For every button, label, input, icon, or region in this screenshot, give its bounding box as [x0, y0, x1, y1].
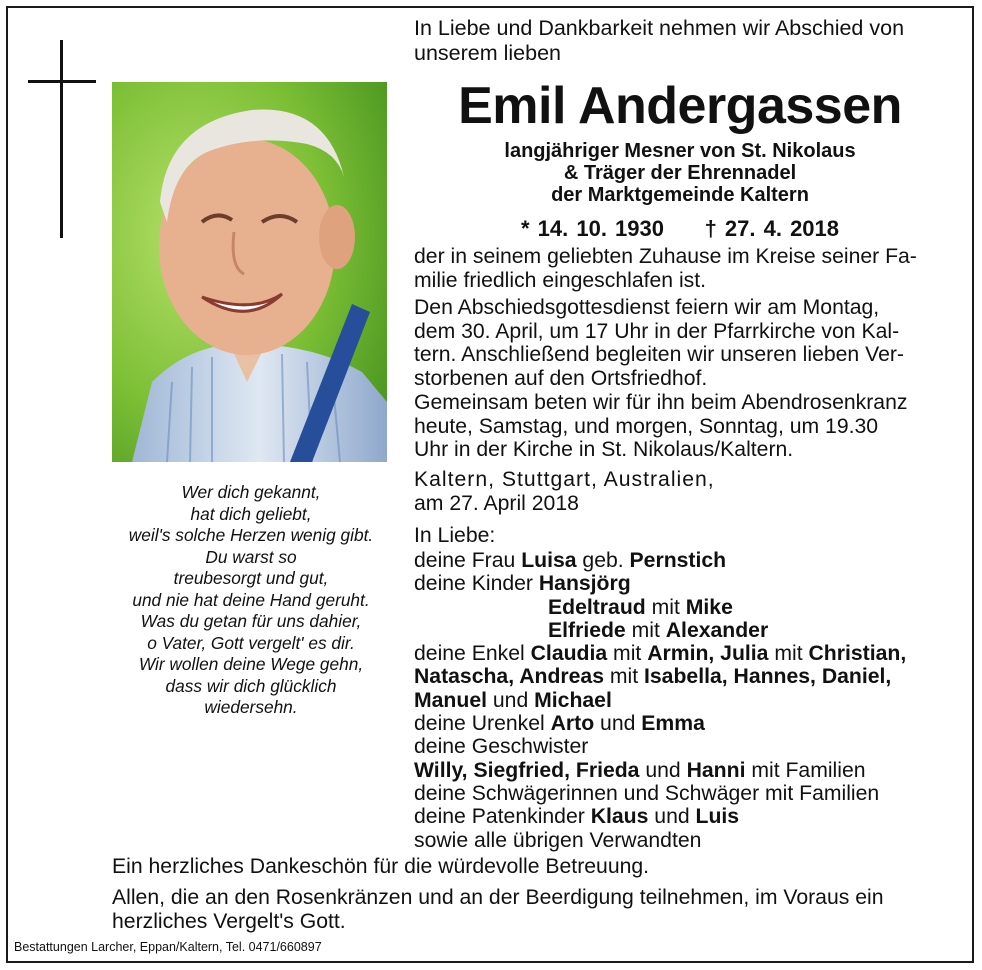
family-name: Arto [550, 712, 595, 736]
deceased-name: Emil Andergassen [458, 77, 902, 135]
family-name: Alexander [665, 618, 769, 642]
family-text: deine Schwägerinnen und Schwäger mit Familien [414, 781, 880, 805]
family-name: Luisa [521, 549, 577, 572]
family-text: und [594, 712, 642, 736]
family-name: Mike [685, 595, 733, 619]
poem-line: Wir wollen deine Wege gehn, [138, 654, 364, 674]
deceased-titles [400, 140, 960, 206]
family-line [414, 642, 964, 665]
family-line [414, 712, 964, 735]
family-text: mit Familien [745, 758, 866, 782]
family-line [414, 689, 964, 712]
family-text: mit [768, 642, 809, 666]
family-text: geb. [576, 549, 630, 572]
text-line: der in seinem geliebten Zuhause im Kreise seiner Fa- [414, 245, 917, 268]
portrait-photo [112, 82, 387, 462]
family-name: Hanni [686, 758, 746, 782]
family-name: Luis [695, 805, 740, 829]
poem-line: Wer dich gekannt, [181, 482, 321, 502]
family-text: deine Patenkinder [414, 805, 591, 829]
poem-line: Was du getan für uns dahier, [140, 611, 362, 631]
family-text: deine Enkel [414, 642, 531, 666]
family-text: mit [603, 665, 645, 689]
family-text: und [648, 805, 696, 829]
family-text: mit [625, 618, 666, 642]
family-name: Claudia [530, 642, 608, 666]
intro-line: unserem lieben [414, 41, 562, 65]
family-name: Natascha, Andreas [414, 665, 604, 689]
family-name: Hansjörg [538, 572, 631, 596]
text-line: Uhr in der Kirche in St. Nikolaus/Kaltern. [414, 438, 794, 462]
thanks-text: Ein herzliches Dankeschön für die würdevolle Betreuung. [112, 855, 650, 878]
family-line [414, 829, 964, 852]
family-name: Armin, Julia [647, 642, 769, 666]
family-text: und [487, 688, 535, 712]
family-line [414, 572, 964, 595]
text-line: milie friedlich eingeschlafen ist. [414, 268, 707, 292]
family-name: Emma [641, 712, 705, 736]
family-name: Klaus [590, 805, 649, 829]
family-line [414, 619, 964, 642]
poem-line: weil's solche Herzen wenig gibt. [128, 525, 374, 545]
life-dates [400, 216, 960, 242]
memorial-poem [100, 482, 402, 719]
text-line: dem 30. April, um 17 Uhr in der Pfarrkirche von Kal- [414, 319, 900, 343]
intro-line: In Liebe und Dankbarkeit nehmen wir Abschied von [414, 16, 905, 40]
family-text: deine Geschwister [414, 735, 589, 759]
family-name: Pernstich [629, 549, 727, 572]
poem-line: und nie hat deine Hand geruht. [132, 589, 370, 610]
family-text: sowie alle übrigen Verwandten [414, 828, 702, 852]
death-date: † 27. 4. 2018 [704, 216, 840, 241]
family-line [414, 665, 964, 688]
cross-icon-bar [28, 80, 96, 83]
family-line [414, 782, 964, 805]
undertaker-credit: Bestattungen Larcher, Eppan/Kaltern, Tel. 0471/660897 [14, 940, 322, 954]
family-name: Manuel [414, 688, 487, 712]
in-liebe-label: In Liebe: [414, 524, 496, 547]
poem-line: o Vater, Gott vergelt' es dir. [147, 632, 355, 653]
death-text [414, 245, 948, 292]
family-text: deine Urenkel [414, 712, 551, 736]
text-line: Gemeinsam beten wir für ihn beim Abendrosenkranz [414, 390, 908, 414]
closing-line: herzliches Vergelt's Gott. [112, 909, 346, 933]
place-line: Kaltern, Stuttgart, Australien, [414, 468, 715, 491]
poem-line: hat dich geliebt, [190, 503, 312, 524]
cross-icon [60, 40, 63, 238]
poem-line: treubesorgt und gut, [173, 568, 329, 588]
family-text: und [639, 758, 687, 782]
family-text: deine Frau [414, 549, 522, 572]
family-text: mit [645, 595, 686, 619]
family-list [414, 549, 964, 852]
text-line: storbenen auf den Ortsfriedhof. [414, 367, 708, 391]
date-line: am 27. April 2018 [414, 492, 579, 515]
closing-text [112, 886, 962, 933]
family-name: Willy, Siegfried, Frieda [414, 758, 640, 782]
family-text: deine Kinder [414, 572, 539, 596]
family-line [414, 805, 964, 828]
family-line [414, 596, 964, 619]
family-line [414, 759, 964, 782]
family-name: Elfriede [548, 618, 626, 642]
family-name: Michael [534, 688, 612, 712]
family-name: Christian, [808, 642, 907, 666]
text-line: heute, Samstag, und morgen, Sonntag, um 19.30 [414, 414, 879, 438]
portrait-illustration [112, 82, 387, 462]
family-line [414, 549, 964, 572]
title-line: der Marktgemeinde Kaltern [551, 184, 809, 206]
text-line: Den Abschiedsgottesdienst feiern wir am Montag, [414, 296, 880, 319]
family-name: Edeltraud [548, 595, 646, 619]
poem-line: wiedersehn. [204, 697, 298, 717]
intro-text [414, 16, 954, 66]
closing-line: Allen, die an den Rosenkränzen und an der Beerdigung teilnehmen, im Voraus ein [112, 886, 884, 909]
service-text [414, 296, 948, 462]
text-line: tern. Anschließend begleiten wir unseren lieben Ver- [414, 343, 904, 367]
family-name: Isabella, Hannes, Daniel, [644, 665, 892, 689]
poem-line: Du warst so [205, 546, 297, 567]
birth-date: * 14. 10. 1930 [520, 216, 664, 241]
poem-line: dass wir dich glücklich [165, 675, 337, 696]
family-line [414, 735, 964, 758]
family-text: mit [607, 642, 648, 666]
title-line: langjähriger Mesner von St. Nikolaus [504, 140, 856, 162]
title-line: & Träger der Ehrennadel [563, 162, 797, 184]
